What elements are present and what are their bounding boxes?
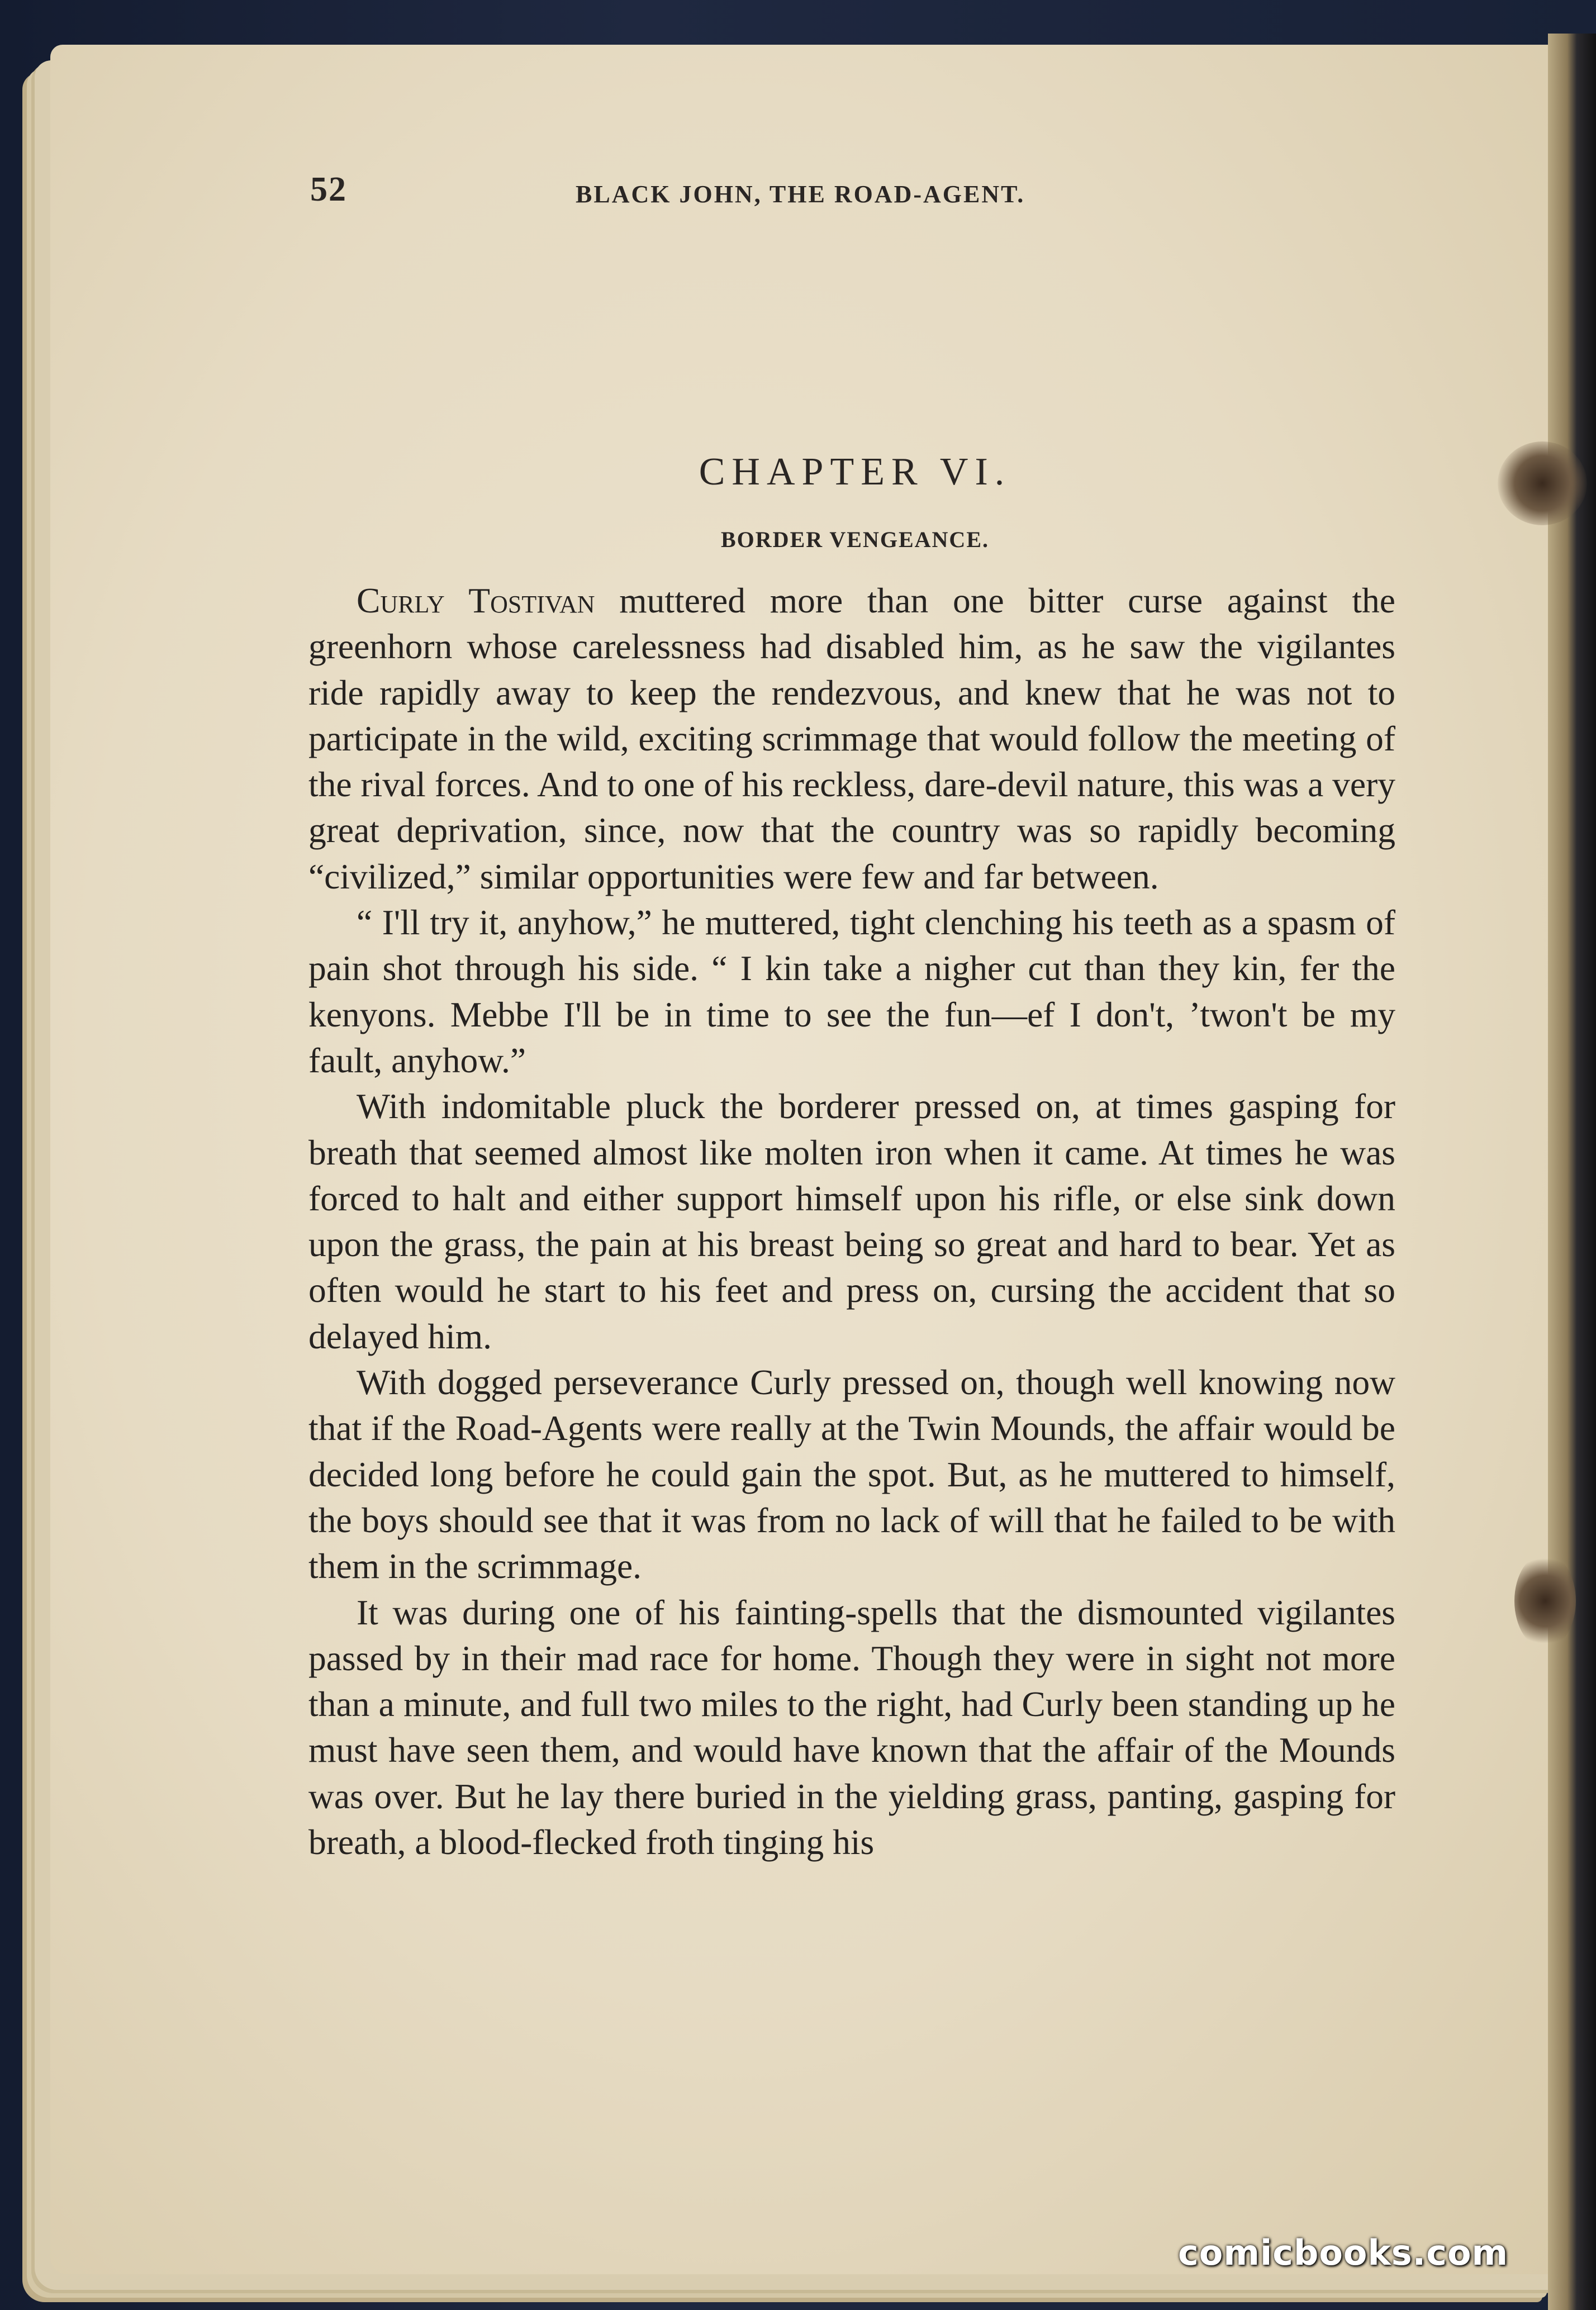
watermark: comicbooks.com (1178, 2232, 1509, 2273)
page-header (310, 170, 1400, 215)
body-text (308, 578, 1395, 1865)
paragraph: It was during one of his fainting-spells that the dismounted vigilantes passed by in their mad race for home. Though they were in sight not more than a minute, and full two miles to the right, had Curly been standing up he must have seen them, and would have known that the affair of the Mounds was over. But he lay there buried in the yielding grass, panting, gasping for breath, a blood-flecked froth tinging his (308, 1592, 1395, 1862)
book-spine (1548, 34, 1596, 2310)
chapter-title: CHAPTER VI. (699, 450, 1011, 493)
page-number: 52 (310, 170, 347, 208)
paragraph: With dogged perseverance Curly pressed on, though well knowing now that if the Road-Agents were really at the Twin Mounds, the affair would be decided long before he could gain the spot. But, as he muttered to himself, the boys should see that it was from no lack of will that he failed to be with them in the scrimmage. (308, 1362, 1395, 1586)
running-head: BLACK JOHN, THE ROAD-AGENT. (576, 180, 1025, 208)
paragraph: With indomitable pluck the borderer pressed on, at times gasping for breath that seemed almost like molten iron when it came. At times he was forced to halt and either support himself upon his rifle, or else sink down upon the grass, the pain at his breast being so great and hard to bear. Yet as often would he start to his feet and press on, cursing the accident that so delayed him. (308, 1086, 1395, 1356)
page-damage-stain (1498, 441, 1587, 525)
paragraph: “ I'll try it, anyhow,” he muttered, tight clenching his teeth as a spasm of pain shot through his side. “ I kin take a nigher cut than they kin, fer the kenyons. Mebbe I'll be in time to see the fun—ef I don't, ’twon't be my fault, anyhow.” (308, 902, 1395, 1080)
lead-in-name: Curly Tostivan (357, 581, 595, 620)
page-damage-stain (1514, 1553, 1576, 1648)
paragraph (308, 578, 1395, 900)
chapter-subtitle: BORDER VENGEANCE. (721, 527, 989, 552)
paragraph-text: muttered more than one bitter curse against the greenhorn whose carelessness had disabled him, as he saw the vigilantes ride rapidly away to keep the rendezvous, and knew that he was not to participate in the wild, exciting scrimmage that would follow the meeting of the rival forces. And to one of his reckless, dare-devil nature, this was a very great deprivation, since, now that the country was so rapidly becoming “civilized,” similar opportunities were few and far between. (308, 581, 1395, 896)
